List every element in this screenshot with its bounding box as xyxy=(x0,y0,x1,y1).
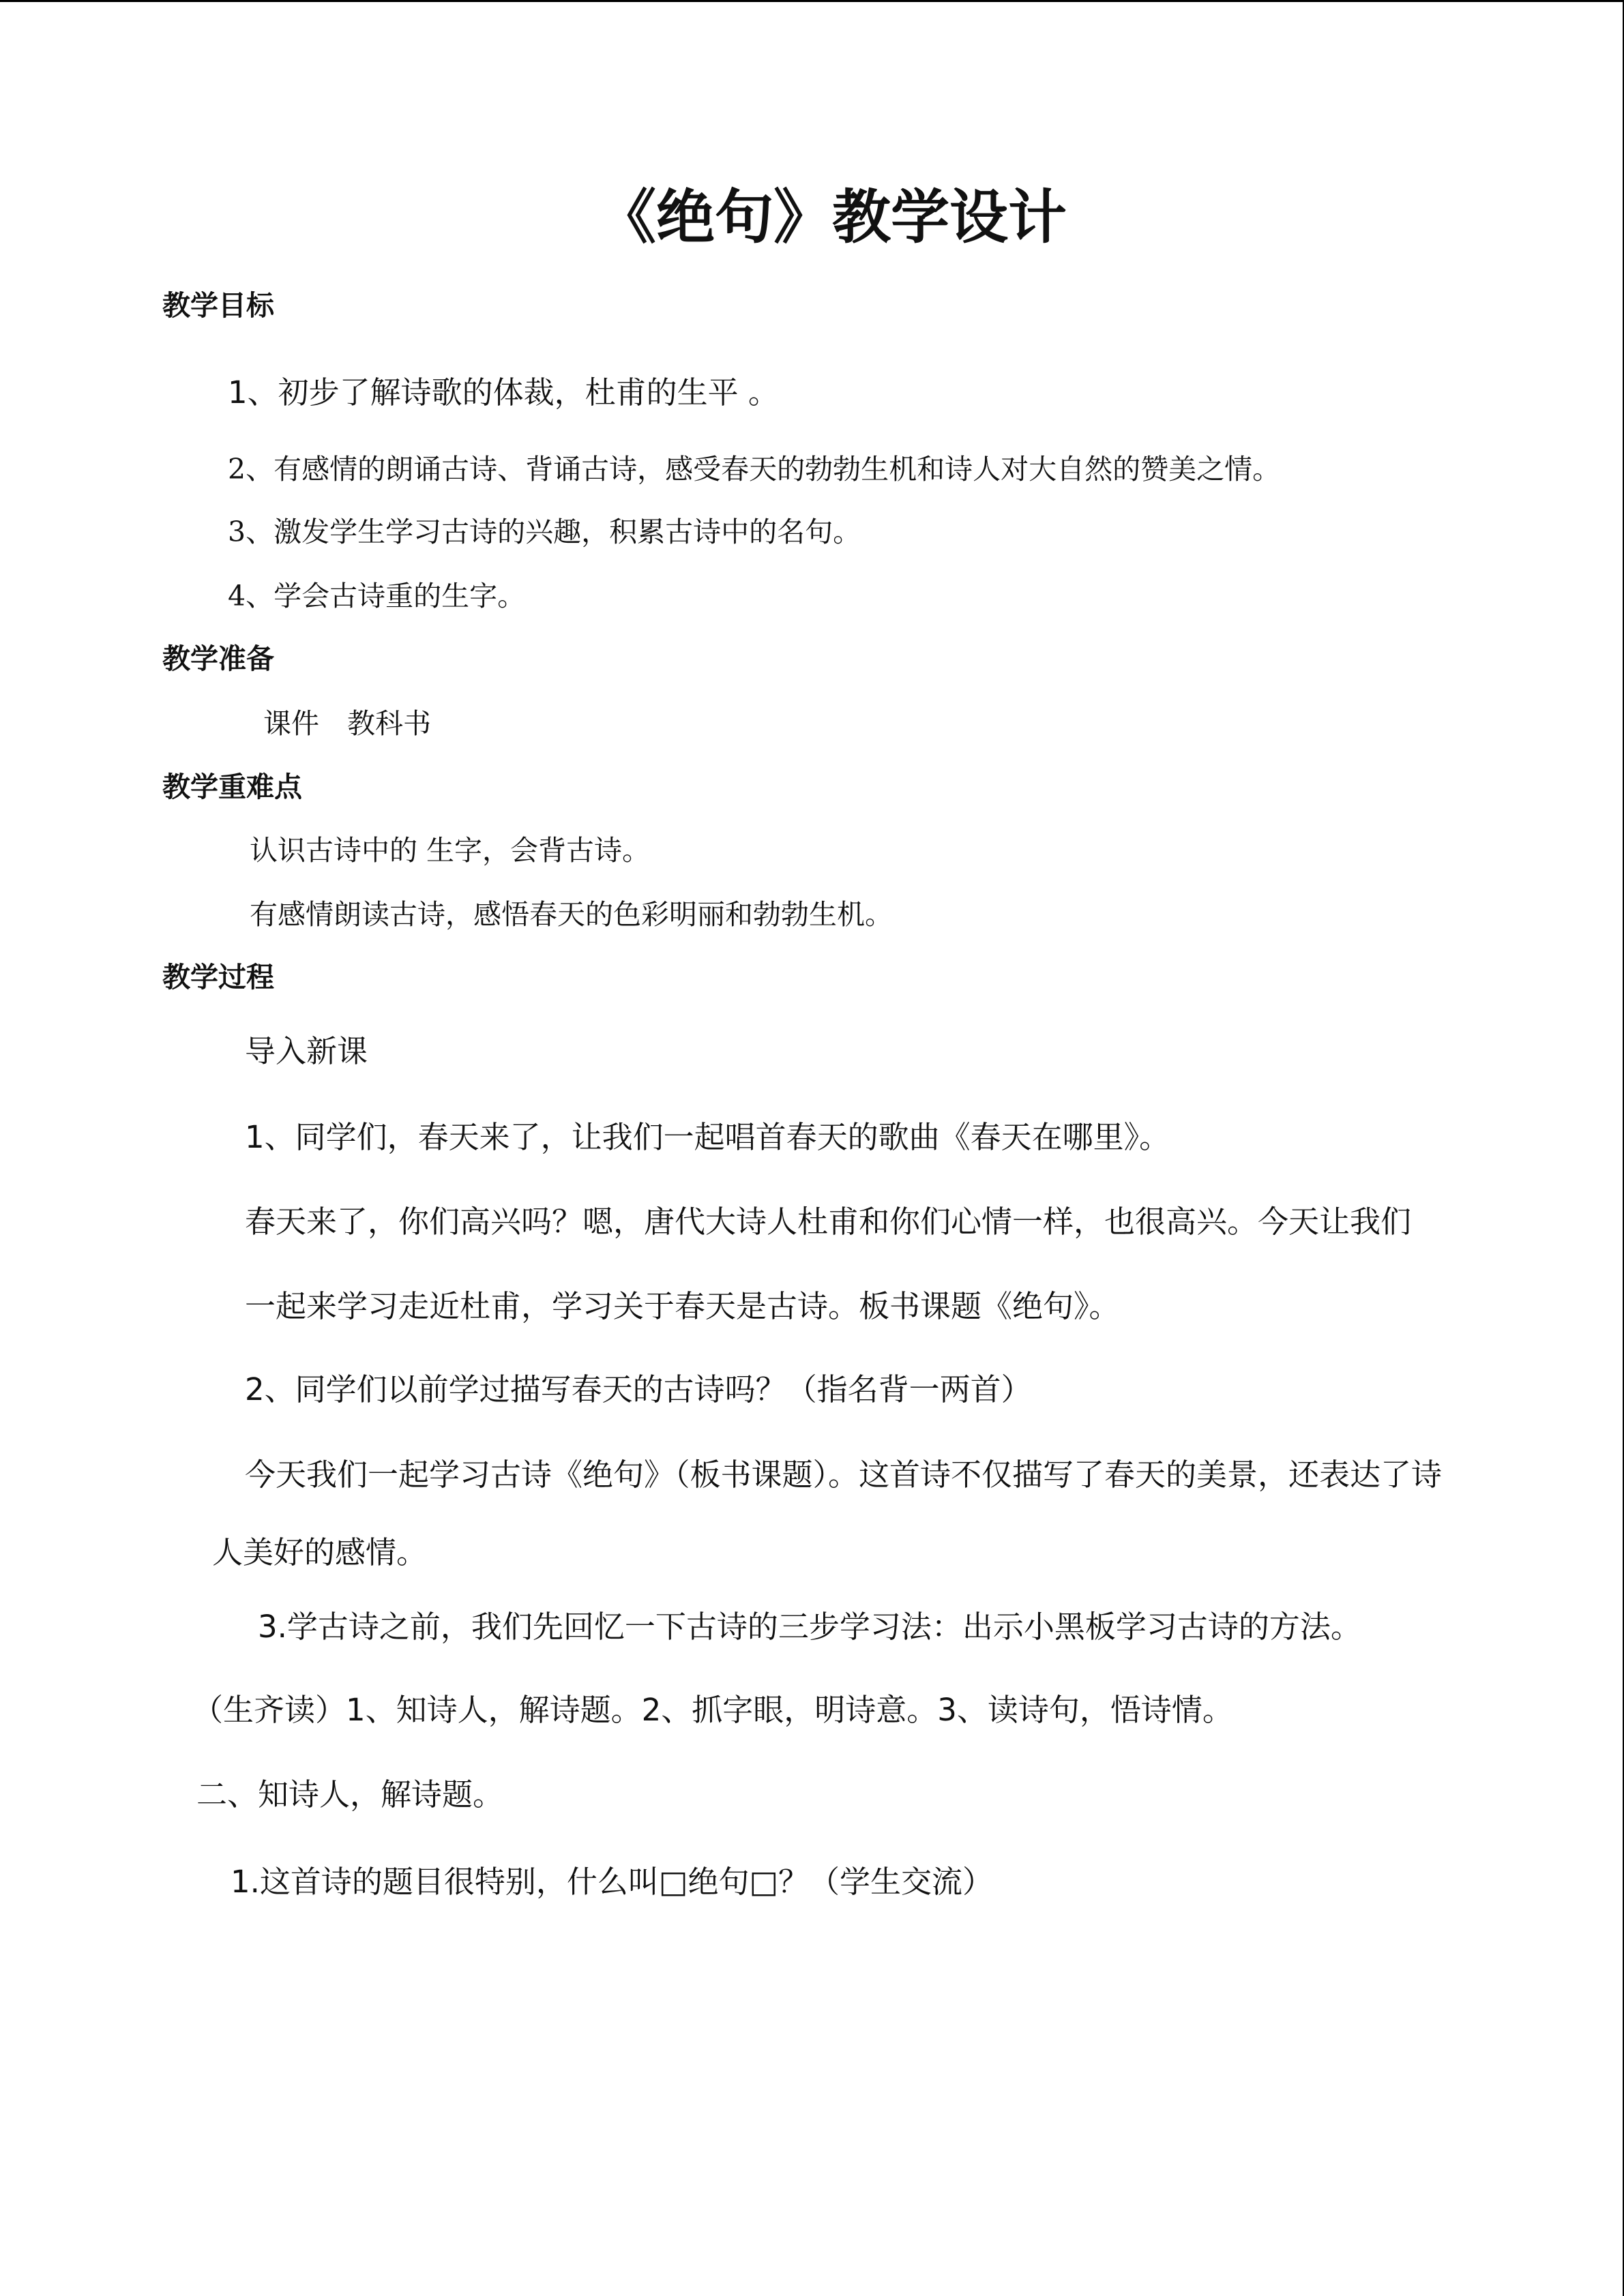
goal-item-2: 2、有感情的朗诵古诗、背诵古诗，感受春天的勃勃生机和诗人对大自然的赞美之情。 xyxy=(228,453,1281,486)
goal-item-1: 1、初步了解诗歌的体裁，杜甫的生平 。 xyxy=(228,374,779,411)
key-point-item-1: 认识古诗中的 生字，会背古诗。 xyxy=(250,834,651,867)
process-line-9: 二、知诗人，解诗题。 xyxy=(196,1776,504,1813)
process-line-2: 春天来了，你们高兴吗？嗯，唐代大诗人杜甫和你们心情一样，也很高兴。今天让我们 xyxy=(245,1204,1412,1240)
process-line-8: （生齐读）1、知诗人，解诗题。2、抓字眼，明诗意。3、读诗句，悟诗情。 xyxy=(192,1692,1233,1728)
goal-item-4: 4、学会古诗重的生字。 xyxy=(228,580,526,612)
process-line-7: 3.学古诗之前，我们先回忆一下古诗的三步学习法：出示小黑板学习古诗的方法。 xyxy=(258,1609,1361,1645)
process-line-10: 1.这首诗的题目很特别，什么叫□绝句□？（学生交流） xyxy=(231,1864,993,1900)
key-points-heading: 教学重难点 xyxy=(162,771,302,803)
goal-item-3: 3、激发学生学习古诗的兴趣，积累古诗中的名句。 xyxy=(228,516,861,548)
process-line-5: 今天我们一起学习古诗《绝句》（板书课题）。这首诗不仅描写了春天的美景，还表达了诗 xyxy=(245,1457,1443,1493)
process-subheading: 导入新课 xyxy=(245,1033,368,1069)
process-line-3: 一起来学习走近杜甫，学习关于春天是古诗。板书课题《绝句》。 xyxy=(245,1288,1120,1324)
document-title: 《绝句》教学设计 xyxy=(597,183,1067,252)
process-line-1: 1、同学们，春天来了，让我们一起唱首春天的歌曲《春天在哪里》。 xyxy=(245,1119,1170,1155)
process-line-6: 人美好的感情。 xyxy=(212,1534,428,1570)
key-point-item-2: 有感情朗读古诗，感悟春天的色彩明丽和勃勃生机。 xyxy=(250,898,893,931)
preparation-heading: 教学准备 xyxy=(162,642,274,675)
process-heading: 教学过程 xyxy=(162,961,274,994)
goals-heading: 教学目标 xyxy=(162,289,274,322)
preparation-text: 课件 教科书 xyxy=(263,707,431,740)
process-line-4: 2、同学们以前学过描写春天的古诗吗？（指名背一两首） xyxy=(245,1371,1032,1407)
